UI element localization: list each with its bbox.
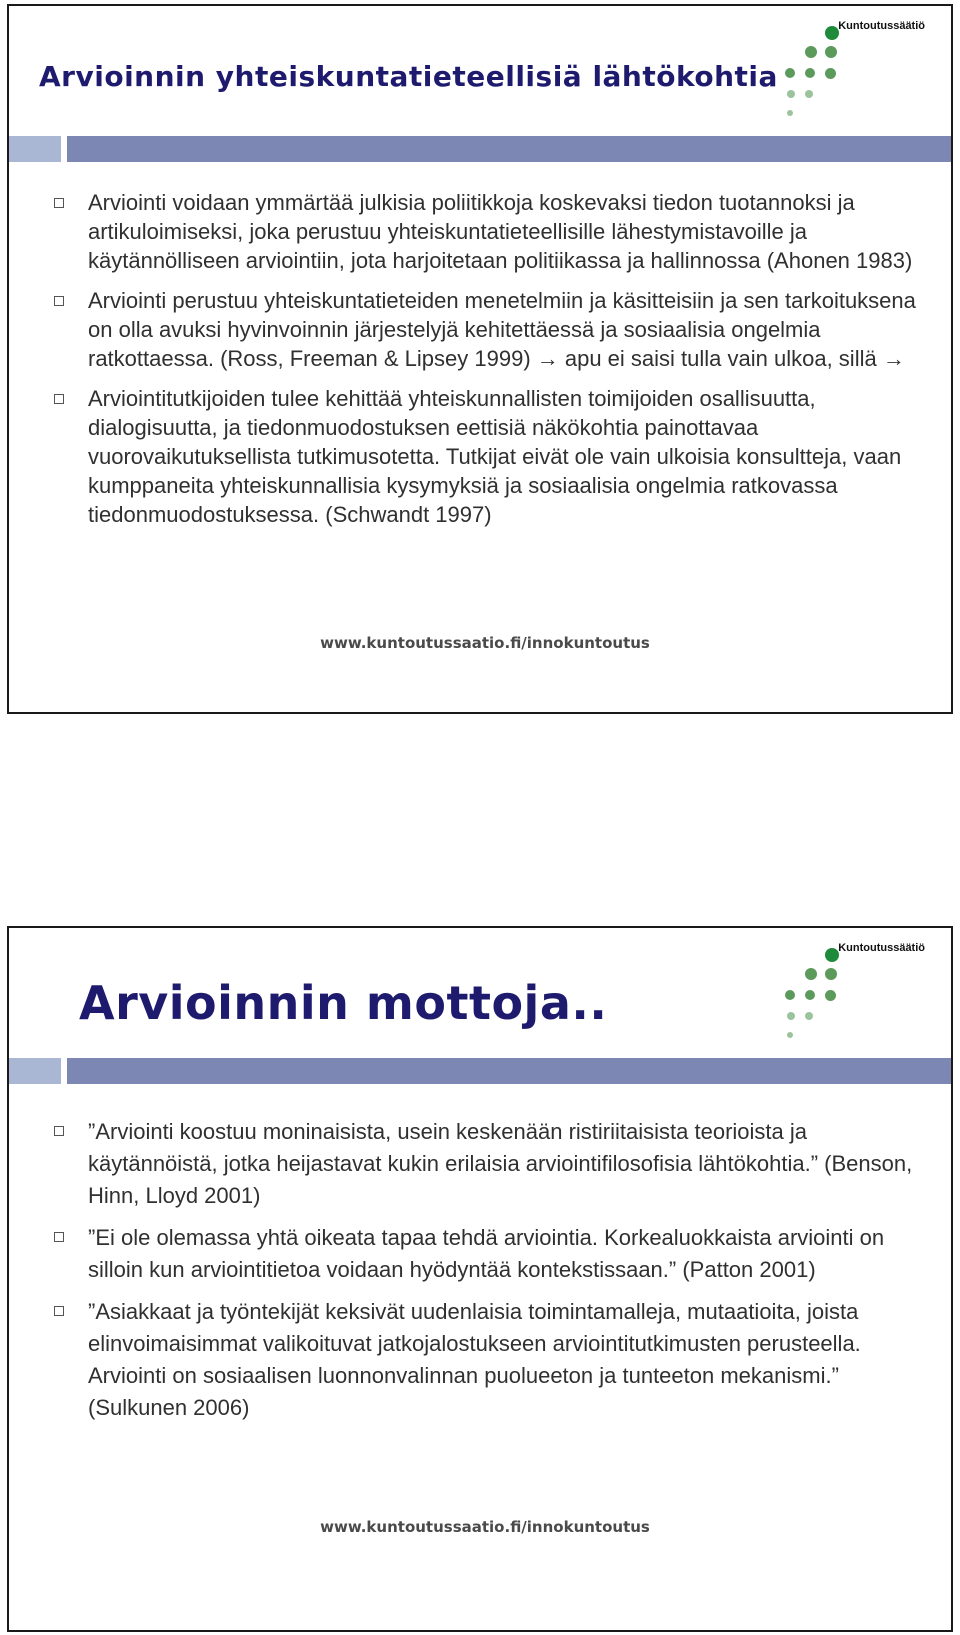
footer-url: www.kuntoutussaatio.fi/innokuntoutus (320, 1518, 650, 1536)
brand-label: Kuntoutussäätiö (838, 942, 925, 954)
list-item: Arviointi perustuu yhteiskuntatieteiden menetelmiin ja käsitteisiin ja sen tarkoituksena on olla avuksi hyvinvoinnin järjestelyjä kehitettäessä ja sosiaalisia ongelmia ratkottaessa. (Ross, Freeman & Lipsey 1999) → apu ei saisi tulla vain ulkoa, sillä → (54, 286, 921, 373)
slide-1 (7, 4, 953, 714)
list-item: ”Asiakkaat ja työntekijät keksivät uudenlaisia toimintamalleja, mutaatioita, joista elinvoimaisimmat valikoituvat jatkojalostukseen arviointitutkimusten perusteella. Arviointi on sosiaalisen luonnonvalinnan puolueeton ja tunteeton mekanismi.” (Sulkunen 2006) (54, 1296, 921, 1424)
square-bullet-icon (54, 1232, 64, 1242)
logo-dots (785, 942, 855, 1052)
title-band (9, 1058, 951, 1084)
list-item: Arviointi voidaan ymmärtää julkisia poliitikkoja koskevaksi tiedon tuotannoksi ja artikuloimiseksi, joka perustuu yhteiskuntatieteellisille lähestymistavoille ja käytännölliseen arviointiin, jota harjoitetaan politiikassa ja hallinnossa (Ahonen 1983) (54, 188, 921, 275)
slide-title: Arvioinnin yhteiskuntatieteellisiä lähtökohtia (39, 60, 778, 93)
list-item: Arviointitutkijoiden tulee kehittää yhteiskunnallisten toimijoiden osallisuutta, dialogisuutta, ja tiedonmuodostuksen eettisiä näkökohtia painottavaa vuorovaikutuksellista tutkimusotetta. Tutkijat eivät ole vain ulkoisia konsultteja, vaan kumppaneita yhteiskunnallisia kysymyksiä ja sosiaalisia ongelmia ratkovassa tiedonmuodostuksessa. (Schwandt 1997) (54, 384, 921, 529)
square-bullet-icon (54, 198, 64, 208)
bullet-list (54, 1116, 921, 1434)
square-bullet-icon (54, 1306, 64, 1316)
bullet-list (54, 188, 921, 540)
square-bullet-icon (54, 296, 64, 306)
slide-title: Arvioinnin mottoja.. (79, 976, 608, 1030)
square-bullet-icon (54, 1126, 64, 1136)
title-band (9, 136, 951, 162)
square-bullet-icon (54, 394, 64, 404)
logo-dots (785, 20, 855, 130)
brand-label: Kuntoutussäätiö (838, 20, 925, 32)
list-item: ”Arviointi koostuu moninaisista, usein keskenään ristiriitaisista teorioista ja käytännöistä, jotka heijastavat kukin erilaisia arviointifilosofisia lähtökohtia.” (Benson, Hinn, Lloyd 2001) (54, 1116, 921, 1212)
footer-url: www.kuntoutussaatio.fi/innokuntoutus (320, 634, 650, 652)
slide-2 (7, 926, 953, 1632)
list-item: ”Ei ole olemassa yhtä oikeata tapaa tehdä arviointia. Korkealuokkaista arviointi on silloin kun arviointitietoa voidaan hyödyntää kontekstissaan.” (Patton 2001) (54, 1222, 921, 1286)
